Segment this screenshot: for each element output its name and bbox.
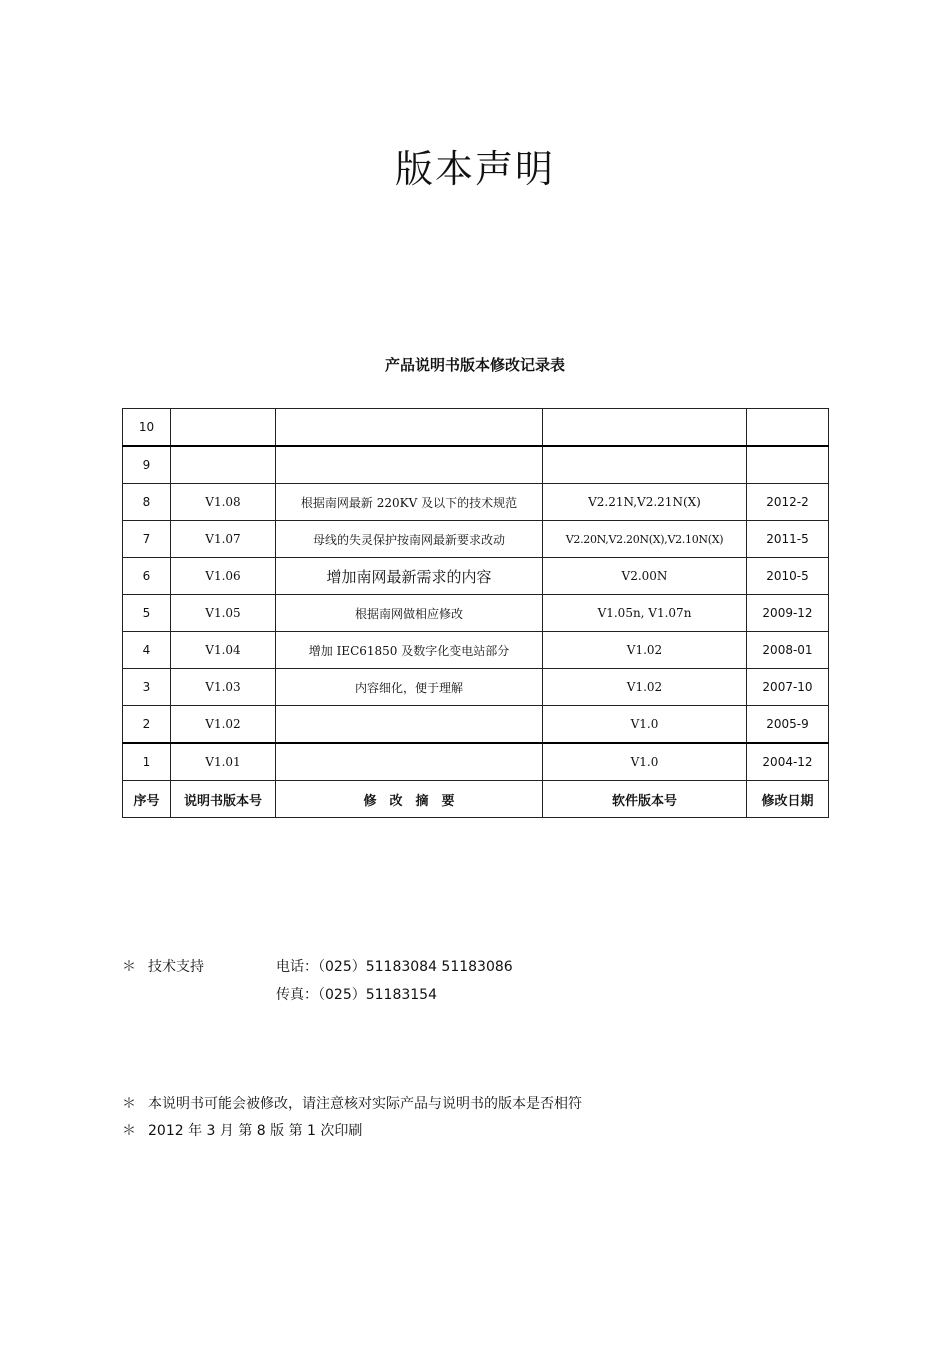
bullet-star: ＊: [122, 959, 136, 975]
fax-text: 传真：（025）51183154: [276, 987, 437, 1003]
note-text: 2012 年 3 月 第 8 版 第 1 次印刷: [148, 1123, 363, 1139]
table-row: [123, 558, 829, 595]
seq-cell: 10: [123, 409, 171, 447]
software-version-cell: V1.02: [543, 669, 747, 706]
table-row: [123, 632, 829, 669]
support-label: 技术支持: [148, 959, 204, 975]
header-software-version: 软件版本号: [543, 781, 747, 818]
seq-cell: 2: [123, 706, 171, 744]
manual-version-cell: [171, 446, 276, 484]
manual-version-cell: V1.08: [171, 484, 276, 521]
bullet-star: ＊: [122, 1123, 136, 1139]
summary-cell: [276, 743, 543, 781]
header-date: 修改日期: [747, 781, 829, 818]
summary-cell: [276, 409, 543, 447]
software-version-cell: V2.21N,V2.21N(X): [543, 484, 747, 521]
seq-cell: 7: [123, 521, 171, 558]
summary-cell: [276, 706, 543, 744]
summary-cell: [276, 446, 543, 484]
seq-cell: 5: [123, 595, 171, 632]
software-version-cell: V1.0: [543, 706, 747, 744]
manual-version-cell: V1.03: [171, 669, 276, 706]
table-row: [123, 743, 829, 781]
summary-cell: 增加 IEC61850 及数字化变电站部分: [276, 632, 543, 669]
manual-version-cell: V1.01: [171, 743, 276, 781]
manual-version-cell: V1.07: [171, 521, 276, 558]
table-row: [123, 446, 829, 484]
date-cell: [747, 409, 829, 447]
date-cell: 2008-01: [747, 632, 829, 669]
seq-cell: 1: [123, 743, 171, 781]
bullet-star: ＊: [122, 1096, 136, 1112]
note-text: 本说明书可能会被修改，请注意核对实际产品与说明书的版本是否相符: [148, 1096, 582, 1112]
header-manual-version: 说明书版本号: [171, 781, 276, 818]
seq-cell: 9: [123, 446, 171, 484]
date-cell: 2012-2: [747, 484, 829, 521]
seq-cell: 3: [123, 669, 171, 706]
summary-cell: 母线的失灵保护按南网最新要求改动: [276, 521, 543, 558]
manual-version-cell: V1.05: [171, 595, 276, 632]
summary-cell: 根据南网做相应修改: [276, 595, 543, 632]
table-row: [123, 521, 829, 558]
summary-cell: 根据南网最新 220KV 及以下的技术规范: [276, 484, 543, 521]
software-version-cell: [543, 409, 747, 447]
table-header-row: [123, 781, 829, 818]
header-seq: 序号: [123, 781, 171, 818]
date-cell: 2004-12: [747, 743, 829, 781]
table-row: [123, 669, 829, 706]
manual-version-cell: [171, 409, 276, 447]
page-title: 版本声明: [394, 147, 555, 191]
seq-cell: 8: [123, 484, 171, 521]
software-version-cell: [543, 446, 747, 484]
note-line: [122, 1094, 582, 1114]
seq-cell: 4: [123, 632, 171, 669]
date-cell: 2011-5: [747, 521, 829, 558]
manual-version-cell: V1.06: [171, 558, 276, 595]
table-title: 产品说明书版本修改记录表: [384, 356, 565, 374]
software-version-cell: V1.0: [543, 743, 747, 781]
seq-cell: 6: [123, 558, 171, 595]
date-cell: 2009-12: [747, 595, 829, 632]
software-version-cell: V1.02: [543, 632, 747, 669]
table-row: [123, 706, 829, 744]
summary-cell: 增加南网最新需求的内容: [276, 558, 543, 595]
table-row: [123, 595, 829, 632]
table-row: [123, 484, 829, 521]
manual-version-cell: V1.02: [171, 706, 276, 744]
support-line: [122, 957, 204, 977]
table-row: [123, 409, 829, 447]
date-cell: 2005-9: [747, 706, 829, 744]
summary-cell: 内容细化，便于理解: [276, 669, 543, 706]
date-cell: 2007-10: [747, 669, 829, 706]
software-version-cell: V2.20N,V2.20N(X),V2.10N(X): [543, 521, 747, 558]
note-line: [122, 1121, 362, 1141]
software-version-cell: V1.05n, V1.07n: [543, 595, 747, 632]
manual-version-cell: V1.04: [171, 632, 276, 669]
revision-table: [122, 408, 829, 818]
phone-text: 电话：（025）51183084 51183086: [276, 959, 513, 975]
software-version-cell: V2.00N: [543, 558, 747, 595]
date-cell: 2010-5: [747, 558, 829, 595]
header-summary: 修 改 摘 要: [276, 781, 543, 818]
date-cell: [747, 446, 829, 484]
